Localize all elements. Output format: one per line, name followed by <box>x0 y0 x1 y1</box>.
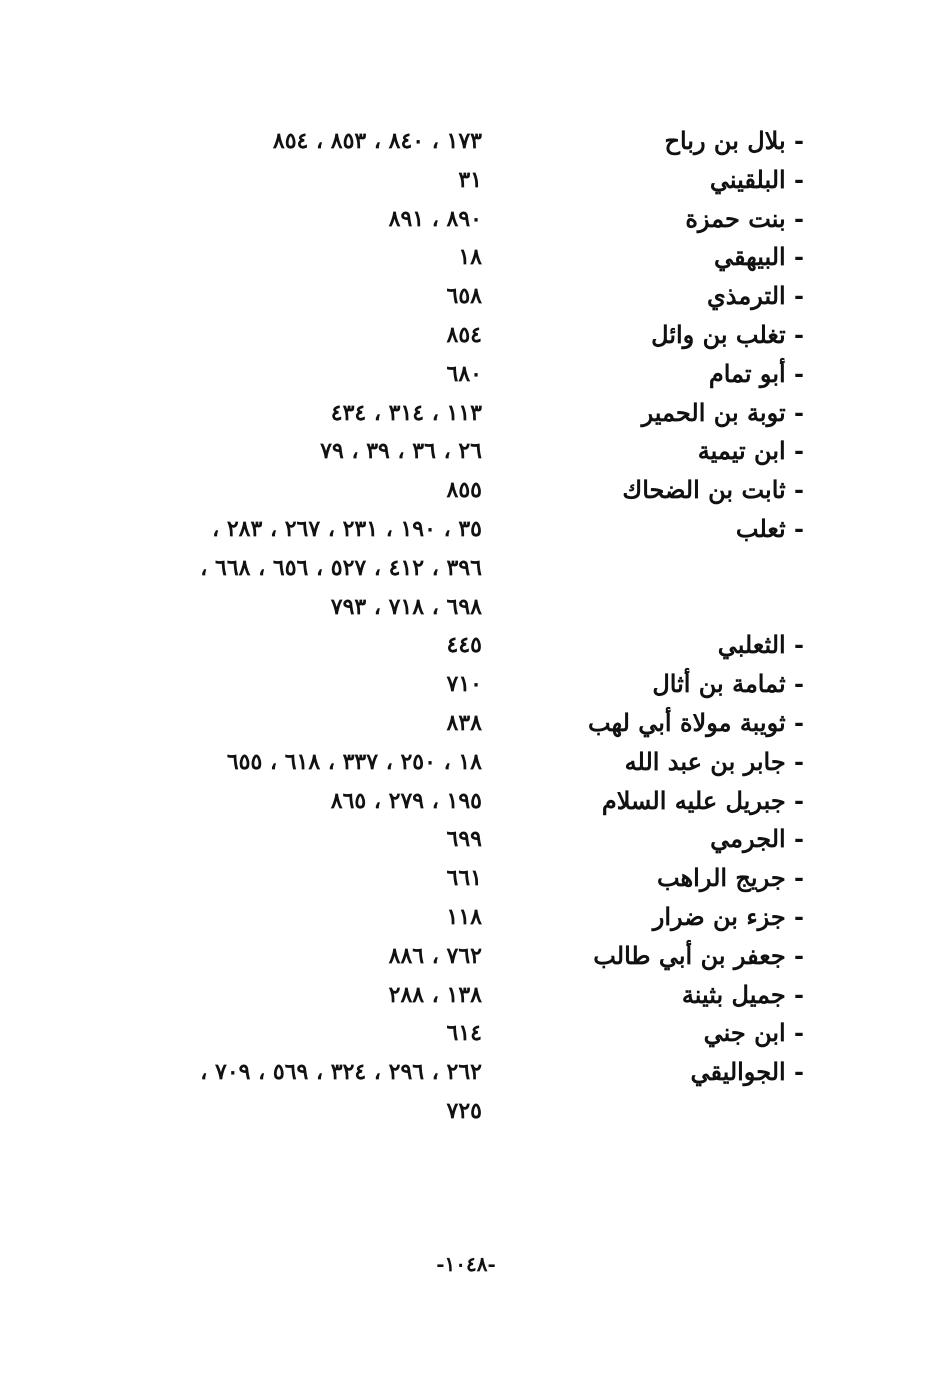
entry-pages: ٦٦١ <box>446 865 482 892</box>
entry-name: - جميل بثينة <box>681 979 804 1009</box>
entry-name: - الثعلبي <box>717 630 804 660</box>
entry-name: - ثابت بن الضحاك <box>622 475 804 505</box>
entry-pages: ٧١٠ <box>446 671 482 698</box>
entry-pages: ١٨ <box>458 244 482 271</box>
index-entry <box>0 665 932 704</box>
index-entry <box>0 394 932 433</box>
entry-pages: ٢٦٢ ، ٢٩٦ ، ٣٢٤ ، ٥٦٩ ، ٧٠٩ ، <box>200 1059 482 1086</box>
entry-pages: ١١٣ ، ٣١٤ ، ٤٣٤ <box>330 399 482 426</box>
entry-name: - بنت حمزة <box>685 203 804 233</box>
index-entry <box>0 432 932 471</box>
index-entry <box>0 743 932 782</box>
entry-pages: ٦٨٠ <box>446 360 482 387</box>
entry-pages: ٣١ <box>458 166 482 193</box>
index-entry <box>0 316 932 355</box>
entry-name: - البلقيني <box>709 164 804 194</box>
index-entry <box>0 122 932 161</box>
index-entry <box>0 510 932 549</box>
entry-pages: ٧٦٢ ، ٨٨٦ <box>388 942 482 969</box>
entry-name: - جريج الراهب <box>656 863 804 893</box>
entry-pages: ٣٩٦ ، ٤١٢ ، ٥٢٧ ، ٦٥٦ ، ٦٦٨ ، <box>200 554 482 581</box>
index-entry <box>0 626 932 665</box>
entry-pages: ٨٩٠ ، ٨٩١ <box>388 205 482 232</box>
entry-name: - الجرمي <box>710 824 804 854</box>
entry-pages: ٨٣٨ <box>446 709 482 736</box>
entry-pages: ٨٥٥ <box>446 477 482 504</box>
index-entry <box>0 782 932 821</box>
index-entry <box>0 200 932 239</box>
index-entry-continuation <box>0 1092 932 1131</box>
entry-name: - تغلب بن وائل <box>651 319 804 349</box>
index-entry <box>0 277 932 316</box>
index-entry <box>0 1053 932 1092</box>
entry-name: - ابن جني <box>703 1018 804 1048</box>
entry-name: - ابن تيمية <box>697 436 804 466</box>
index-entry <box>0 859 932 898</box>
entry-pages: ٦١٤ <box>446 1020 482 1047</box>
entry-pages: ٦٥٨ <box>446 283 482 310</box>
entry-name: - ثعلب <box>735 513 804 543</box>
index-entry-continuation <box>0 588 932 627</box>
entry-pages: ٨٥٤ <box>446 321 482 348</box>
entry-pages: ٦٩٨ ، ٧١٨ ، ٧٩٣ <box>330 593 482 620</box>
entry-name: - ثويبة مولاة أبي لهب <box>587 707 804 737</box>
page-number: -١٠٤٨- <box>436 1252 496 1276</box>
entry-pages: ١٩٥ ، ٢٧٩ ، ٨٦٥ <box>330 787 482 814</box>
index-entries <box>0 122 932 1131</box>
entry-pages: ١٧٣ ، ٨٤٠ ، ٨٥٣ ، ٨٥٤ <box>272 128 482 154</box>
index-entry <box>0 704 932 743</box>
entry-pages: ٤٤٥ <box>446 632 482 659</box>
entry-name: - جعفر بن أبي طالب <box>593 940 804 970</box>
index-entry <box>0 355 932 394</box>
entry-pages: ٣٥ ، ١٩٠ ، ٢٣١ ، ٢٦٧ ، ٢٨٣ ، <box>212 515 482 542</box>
entry-name: - بلال بن رباح <box>664 126 804 155</box>
entry-name: - جبريل عليه السلام <box>601 785 804 815</box>
entry-name: - البيهقي <box>714 242 804 272</box>
entry-pages: ٢٦ ، ٣٦ ، ٣٩ ، ٧٩ <box>320 438 482 465</box>
entry-name: - الترمذي <box>706 281 804 311</box>
entry-name: - أبو تمام <box>708 358 804 388</box>
index-entry <box>0 898 932 937</box>
entry-name: - الجواليقي <box>690 1057 804 1087</box>
index-entry <box>0 1014 932 1053</box>
index-entry <box>0 471 932 510</box>
index-entry <box>0 161 932 200</box>
entry-pages: ١٣٨ ، ٢٨٨ <box>388 981 482 1008</box>
entry-pages: ١٨ ، ٢٥٠ ، ٣٣٧ ، ٦١٨ ، ٦٥٥ <box>226 748 482 775</box>
entry-name: - توبة بن الحمير <box>641 397 804 427</box>
entry-pages: ٧٢٥ <box>446 1097 482 1124</box>
entry-pages: ١١٨ <box>446 903 482 930</box>
index-entry <box>0 238 932 277</box>
index-entry-continuation <box>0 549 932 588</box>
entry-name: - ثمامة بن أثال <box>652 669 804 699</box>
entry-name: - جابر بن عبد الله <box>624 746 804 776</box>
entry-name: - جزء بن ضرار <box>652 901 804 931</box>
index-entry <box>0 820 932 859</box>
index-entry <box>0 937 932 976</box>
entry-pages: ٦٩٩ <box>446 826 482 853</box>
index-entry <box>0 976 932 1015</box>
